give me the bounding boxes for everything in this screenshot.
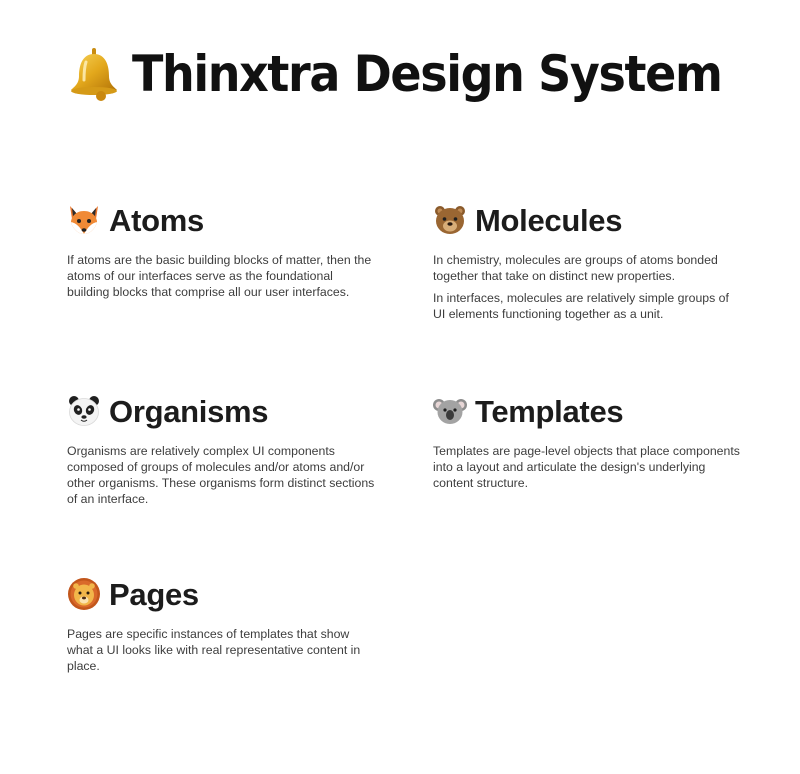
section-body [433, 252, 743, 322]
section-title: Pages [109, 576, 199, 612]
section-header [433, 389, 743, 433]
section-paragraph: In chemistry, molecules are groups of atoms bonded together that take on distinct new properties. [433, 253, 718, 283]
section-pages [67, 572, 377, 674]
panda-icon [67, 394, 101, 428]
section-title: Atoms [109, 202, 204, 238]
section-body [67, 252, 377, 300]
section-title: Templates [475, 393, 624, 429]
section-templates [433, 389, 743, 491]
section-title: Organisms [109, 393, 269, 429]
section-paragraph: Organisms are relatively complex UI components composed of groups of molecules and/or atoms and/or other organisms. These organisms form distinct sections of an interface. [67, 444, 375, 506]
section-body [67, 443, 377, 507]
section-paragraph: In interfaces, molecules are relatively simple groups of UI elements functioning together as a unit. [433, 291, 729, 321]
section-title: Molecules [475, 202, 623, 238]
page-title: Thinxtra Design System [132, 45, 722, 103]
section-body [67, 626, 377, 674]
section-paragraph: Templates are page-level objects that place components into a layout and articulate the design's underlying content structure. [433, 444, 740, 490]
page-header [66, 46, 773, 102]
section-molecules [433, 198, 743, 322]
fox-icon [67, 203, 101, 237]
bell-icon [66, 46, 122, 102]
section-body [433, 443, 743, 491]
lion-icon [67, 577, 101, 611]
koala-icon [433, 394, 467, 428]
section-header [67, 389, 377, 433]
section-paragraph: Pages are specific instances of templates that show what a UI looks like with real representative content in place. [67, 627, 361, 673]
section-paragraph: If atoms are the basic building blocks of matter, then the atoms of our interfaces serve as the foundational building blocks that comprise all our user interfaces. [67, 253, 372, 299]
section-header [433, 198, 743, 242]
section-atoms [67, 198, 377, 300]
section-header [67, 198, 377, 242]
section-header [67, 572, 377, 616]
section-organisms [67, 389, 377, 507]
bear-icon [433, 203, 467, 237]
